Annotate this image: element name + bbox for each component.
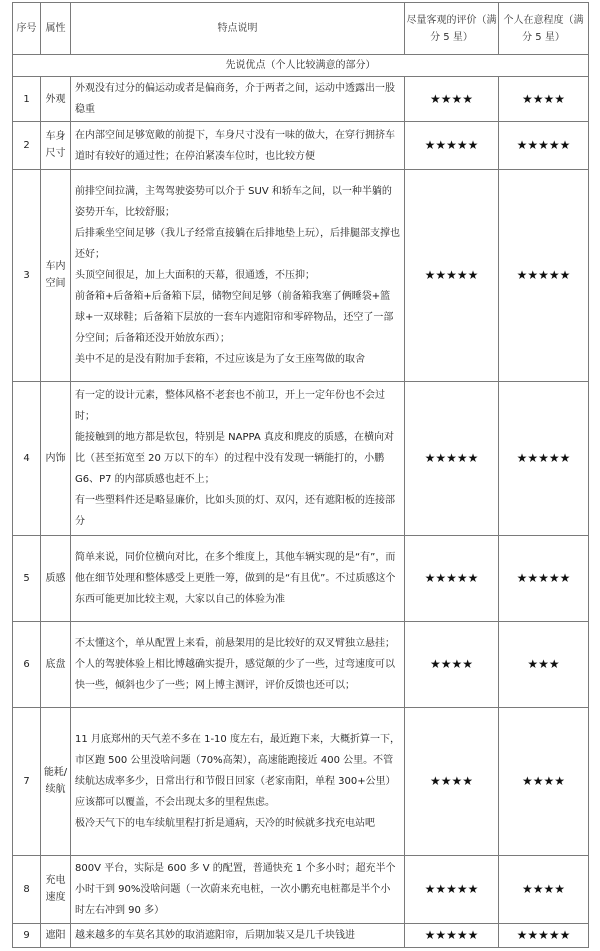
table-row	[13, 708, 589, 856]
objective-stars: ★★★★★	[405, 382, 499, 536]
row-attr: 内饰	[41, 382, 71, 536]
personal-stars: ★★★★	[499, 77, 589, 122]
objective-stars: ★★★★	[405, 77, 499, 122]
header-row	[13, 3, 589, 55]
row-desc: 有一定的设计元素，整体风格不老套也不前卫，开上一定年份也不会过时； 能接触到的地方都是软包，特别是 NAPPA 真皮和麂皮的质感，在横向对比（甚至拓宽至 20 万以下的车）的过程中没有发现一辆能打的，小鹏 G6、P7 的内部质感也赶不上； 有一些塑料件还是略显廉价，比如头顶的灯、双闪，还有遮阳板的连接部分	[71, 382, 405, 536]
header-no: 序号	[13, 3, 41, 55]
table-row	[13, 856, 589, 924]
row-attr: 外观	[41, 77, 71, 122]
personal-stars: ★★★★	[499, 708, 589, 856]
row-no: 7	[13, 708, 41, 856]
objective-stars: ★★★★★	[405, 122, 499, 170]
personal-stars: ★★★★★	[499, 382, 589, 536]
section-title: 先说优点（个人比较满意的部分）	[13, 55, 589, 77]
row-desc: 在内部空间足够宽敞的前提下，车身尺寸没有一味的做大，在穿行拥挤车道时有较好的通过性；在停泊紧凑车位时，也比较方便	[71, 122, 405, 170]
row-no: 5	[13, 536, 41, 622]
header-objective: 尽量客观的评价（满分 5 星）	[405, 3, 499, 55]
row-no: 6	[13, 622, 41, 708]
row-no: 2	[13, 122, 41, 170]
objective-stars: ★★★★	[405, 708, 499, 856]
row-no: 4	[13, 382, 41, 536]
row-desc: 越来越多的车莫名其妙的取消遮阳帘，后期加装又是几千块钱进	[71, 924, 405, 948]
row-no: 3	[13, 170, 41, 382]
personal-stars: ★★★	[499, 622, 589, 708]
row-attr: 底盘	[41, 622, 71, 708]
section-row	[13, 55, 589, 77]
table-row	[13, 77, 589, 122]
header-personal: 个人在意程度（满分 5 星）	[499, 3, 589, 55]
personal-stars: ★★★★★	[499, 170, 589, 382]
personal-stars: ★★★★★	[499, 536, 589, 622]
review-table	[12, 2, 589, 948]
row-desc: 前排空间拉满，主驾驾驶姿势可以介于 SUV 和轿车之间，以一种半躺的姿势开车，比较舒服； 后排乘坐空间足够（我儿子经常直接躺在后排地垫上玩），后排腿部支撑也还好； 头顶空间很足，加上大面积的天幕，很通透，不压抑； 前备箱+后备箱+后备箱下层，储物空间足够（前备箱我塞了俩睡袋+篮球+一双球鞋；后备箱下层放的一套车内遮阳帘和零碎物品，还空了一部分空间；后备箱还没开始放东西）； 美中不足的是没有附加手套箱，不过应该是为了女王座驾做的取舍	[71, 170, 405, 382]
objective-stars: ★★★★★	[405, 536, 499, 622]
personal-stars: ★★★★	[499, 856, 589, 924]
header-desc: 特点说明	[71, 3, 405, 55]
objective-stars: ★★★★★	[405, 170, 499, 382]
row-desc: 800V 平台，实际是 600 多 V 的配置，普通快充 1 个多小时；超充半个小时干到 90%没啥问题（一次蔚来充电桩，一次小鹏充电桩都是半个小时左右冲到 90 多）	[71, 856, 405, 924]
row-desc: 不太懂这个，单从配置上来看，前悬架用的是比较好的双叉臂独立悬挂；个人的驾驶体验上相比博越确实提升，感觉颠的少了一些，过弯速度可以快一些，倾斜也少了一些；网上博主测评，评价反馈也还可以；	[71, 622, 405, 708]
row-desc: 11 月底郑州的天气差不多在 1-10 度左右，最近跑下来，大概折算一下，市区跑 500 公里没啥问题（70%高架），高速能跑接近 400 公里。不管续航达成率多少，日常出行和节假日回家（老家南阳，单程 300+公里）应该都可以覆盖，不会出现太多的里程焦虑。 极冷天气下的电车续航里程打折是通病，天冷的时候就多找充电站吧	[71, 708, 405, 856]
table-row	[13, 924, 589, 948]
objective-stars: ★★★★	[405, 622, 499, 708]
objective-stars: ★★★★★	[405, 856, 499, 924]
table-row	[13, 170, 589, 382]
row-attr: 车身尺寸	[41, 122, 71, 170]
header-attr: 属性	[41, 3, 71, 55]
row-no: 8	[13, 856, 41, 924]
row-desc: 简单来说，同价位横向对比，在多个维度上，其他车辆实现的是“有”，而他在细节处理和整体感受上更胜一筹，做到的是“有且优”。不过质感这个东西可能更加比较主观，大家以自己的体验为准	[71, 536, 405, 622]
row-attr: 能耗/续航	[41, 708, 71, 856]
table-row	[13, 122, 589, 170]
row-desc: 外观没有过分的偏运动或者是偏商务，介于两者之间，运动中透露出一股稳重	[71, 77, 405, 122]
row-no: 1	[13, 77, 41, 122]
personal-stars: ★★★★★	[499, 122, 589, 170]
row-attr: 遮阳	[41, 924, 71, 948]
row-attr: 质感	[41, 536, 71, 622]
table-row	[13, 622, 589, 708]
objective-stars: ★★★★★	[405, 924, 499, 948]
row-no: 9	[13, 924, 41, 948]
personal-stars: ★★★★★	[499, 924, 589, 948]
row-attr: 车内空间	[41, 170, 71, 382]
row-attr: 充电速度	[41, 856, 71, 924]
table-row	[13, 382, 589, 536]
table-row	[13, 536, 589, 622]
